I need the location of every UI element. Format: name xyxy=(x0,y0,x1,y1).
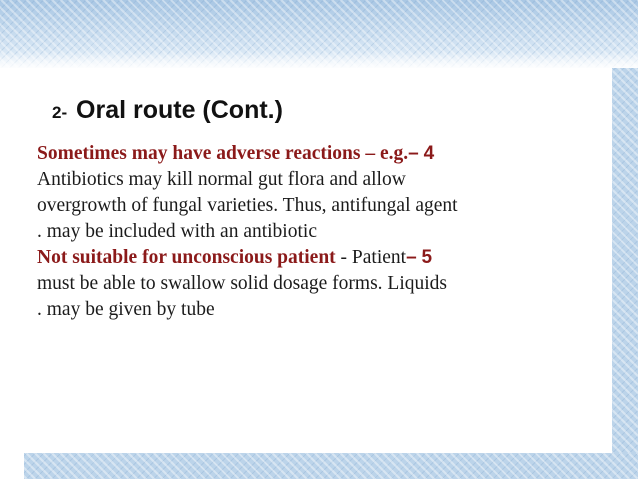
left-frame xyxy=(0,68,24,479)
point-5-heading: Not suitable for unconscious patient xyxy=(37,247,336,268)
point-4-number: 4 xyxy=(423,143,435,164)
title-text: Oral route (Cont.) xyxy=(76,96,283,124)
point-5-connector: - Patient xyxy=(335,247,407,268)
point-4-dash: – xyxy=(408,143,419,164)
point-4-line-1: Antibiotics may kill normal gut flora and allow xyxy=(37,169,406,190)
point-4-line-2: overgrowth of fungal varieties. Thus, antifungal agent xyxy=(37,195,458,216)
point-4-heading-line xyxy=(37,141,597,167)
point-5-line-1: must be able to swallow solid dosage forms. Liquids xyxy=(37,273,447,294)
point-4-line-3: . may be included with an antibiotic xyxy=(37,221,317,242)
point-4-heading: Sometimes may have adverse reactions xyxy=(37,143,361,164)
title-number: 2- xyxy=(52,103,68,122)
point-5-number: 5 xyxy=(421,247,433,268)
point-4-connector: – e.g. xyxy=(360,143,409,164)
slide-title xyxy=(52,89,283,126)
slide-body xyxy=(37,141,597,323)
bottom-decorative-frame xyxy=(0,453,638,479)
point-5-dash: – xyxy=(406,247,417,268)
right-decorative-frame xyxy=(612,68,638,479)
point-5-line-2: . may be given by tube xyxy=(37,299,215,320)
point-5-heading-line xyxy=(37,245,597,271)
